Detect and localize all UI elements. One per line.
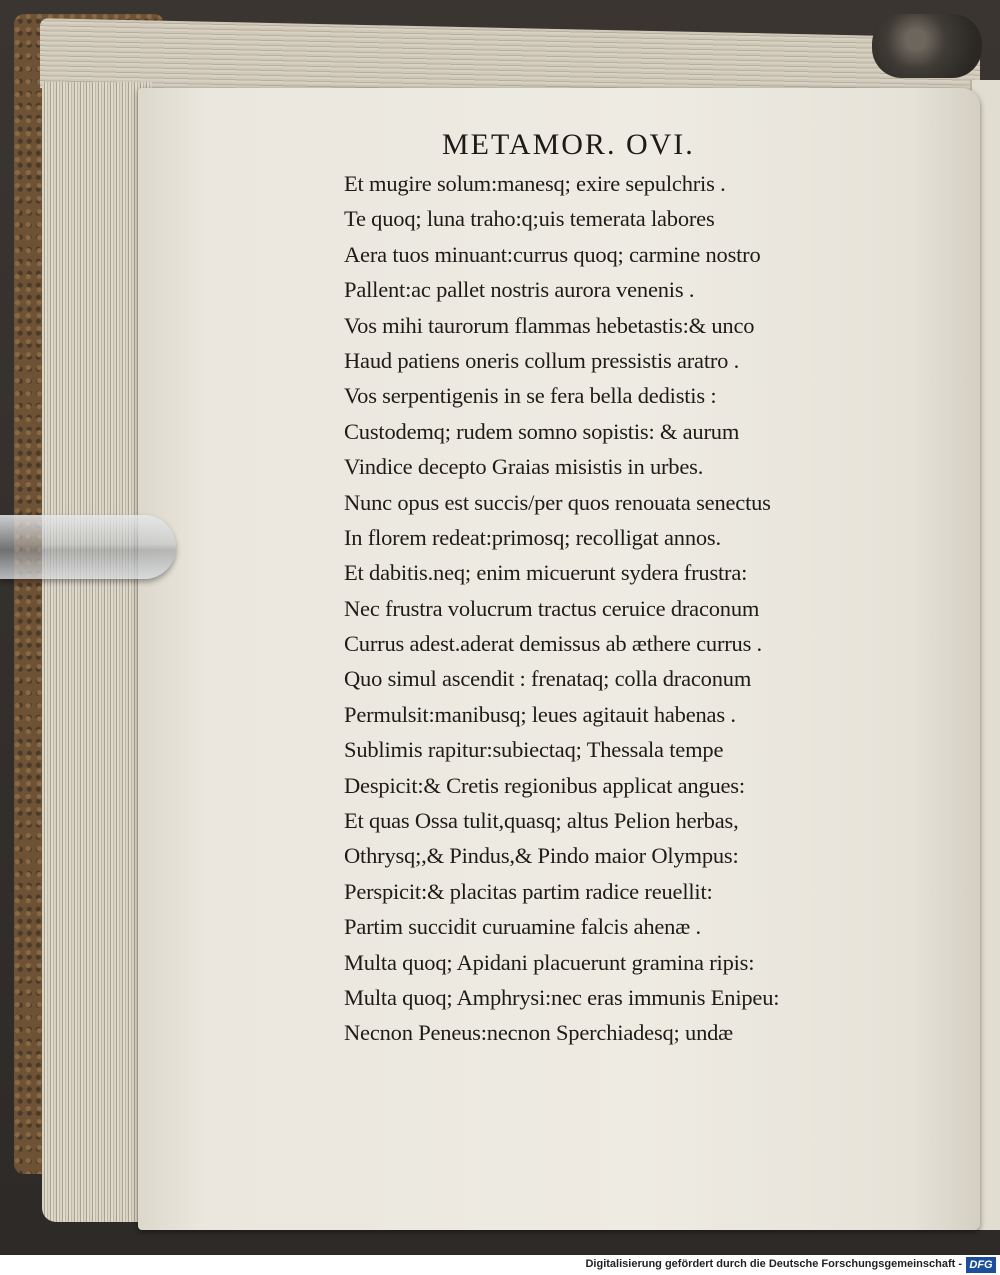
verse-line: Vos serpentigenis in se fera bella dedistis : [344,383,717,409]
page-side-edges [42,82,152,1222]
verse-line: Quo simul ascendit : frenataq; colla draconum [344,666,752,692]
verse-line: Sublimis rapitur:subiectaq; Thessala tempe [344,737,724,763]
verse-line: Vos mihi taurorum flammas hebetastis:& unco [344,312,755,338]
running-head: METAMOR. OVI. [442,128,695,161]
verse-line: Aera tuos minuant:currus quoq; carmine nostro [344,241,761,267]
verse-line: Necnon Peneus:necnon Sperchiadesq; undæ [344,1020,733,1046]
verse-line: Partim succidit curuamine falcis ahenæ . [344,914,701,940]
glass-weight-rod [0,515,176,579]
verse-line: Pallent:ac pallet nostris aurora venenis . [344,277,695,303]
verse-line: Et mugire solum:manesq; exire sepulchris . [344,171,726,196]
verse-line: Multa quoq; Apidani placuerunt gramina ripis: [344,949,755,975]
verse-line: Perspicit:& placitas partim radice reuellit: [344,878,713,904]
verse-line: Haud patiens oneris collum pressistis aratro . [344,347,740,373]
verse-line: In florem redeat:primosq; recolligat annos. [344,524,721,550]
verse-line: Othrysq;,& Pindus,& Pindo maior Olympus: [344,843,739,869]
dfg-logo: DFG [966,1257,996,1273]
verse-line: Nec frustra volucrum tractus ceruice draconum [344,595,760,621]
verse-line: Nunc opus est succis/per quos renouata senectus [344,489,771,515]
verse-text [344,166,864,1051]
verse-line: Despicit:& Cretis regionibus applicat angues: [344,772,745,798]
footer-bar [0,1255,1000,1275]
verse-line: Permulsit:manibusq; leues agitauit habenas . [344,701,736,727]
verse-line: Currus adest.aderat demissus ab æthere currus . [344,631,762,657]
verse-line: Et quas Ossa tulit,quasq; altus Pelion herbas, [344,808,739,834]
book-clasp [872,14,982,78]
verse-line: Vindice decepto Graias misistis in urbes. [344,454,704,480]
funding-credit: Digitalisierung gefördert durch die Deutsche Forschungsgemeinschaft - [585,1258,962,1270]
verse-line: Custodemq; rudem somno sopistis: & aurum [344,418,740,444]
verse-line: Et dabitis.neq; enim micuerunt sydera frustra: [344,560,748,586]
verse-line: Te quoq; luna traho:q;uis temerata labores [344,206,715,232]
verse-line: Multa quoq; Amphrysi:nec eras immunis Enipeu: [344,984,780,1010]
